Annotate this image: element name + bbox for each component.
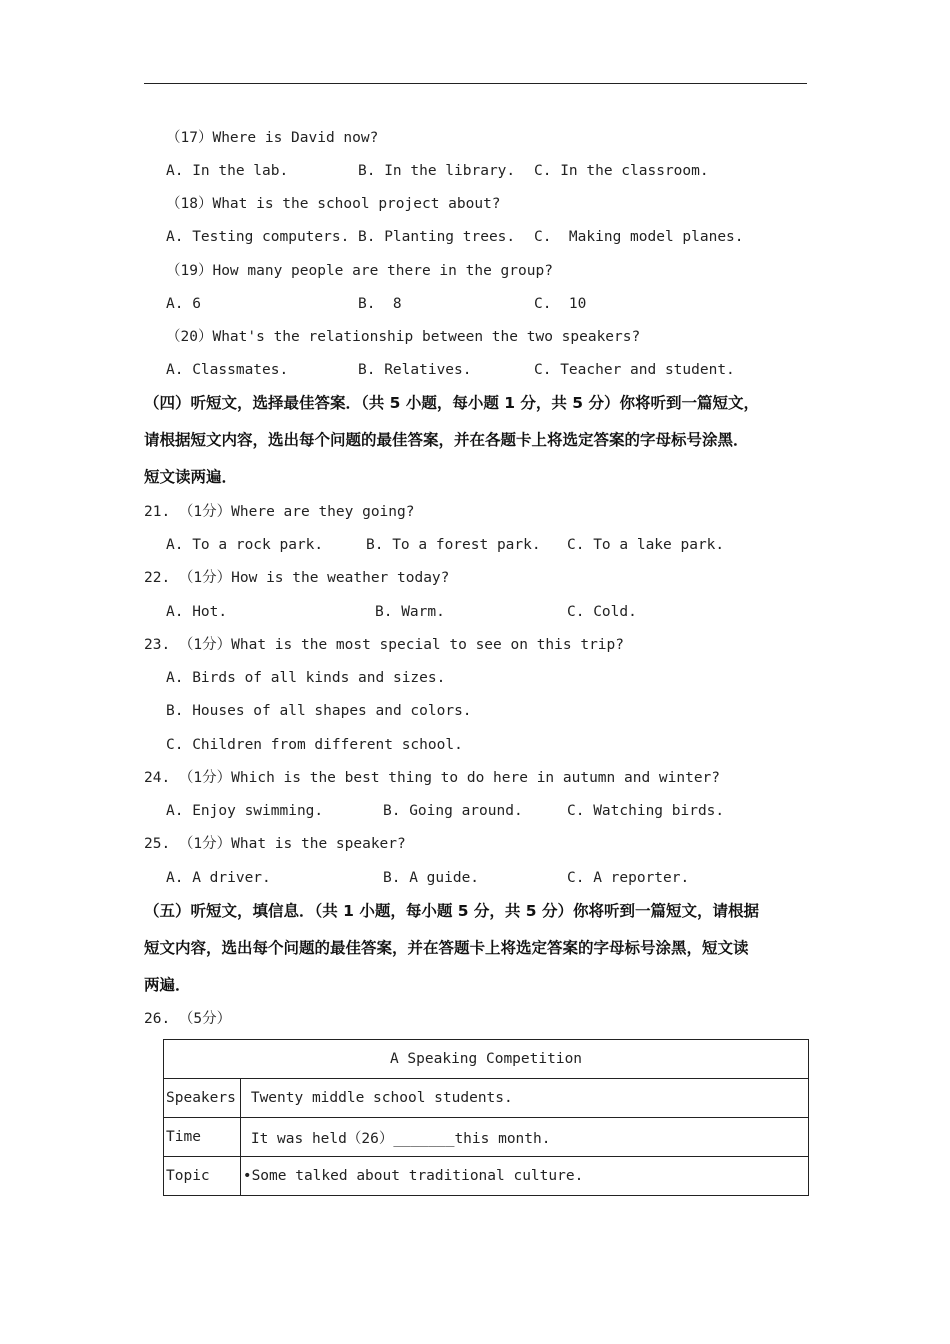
table-value-time[interactable]: It was held（26）_______this month. (240, 1118, 808, 1157)
option-21-a[interactable]: A. To a rock park. (166, 537, 324, 553)
option-21-c[interactable]: C. To a lake park. (567, 537, 725, 553)
option-24-b[interactable]: B. Going around. (383, 803, 523, 819)
section-5-instructions-line-1: （五）听短文，填信息．（共 1 小题，每小题 5 分，共 5 分）你将听到一篇短文，请根据 (144, 902, 759, 920)
option-20-b[interactable]: B. Relatives. (358, 362, 472, 378)
table-row (164, 1118, 809, 1157)
option-18-c[interactable]: C. Making model planes. (534, 229, 744, 245)
question-24: 24. （1分）Which is the best thing to do here in autumn and winter? (144, 770, 721, 786)
info-table (163, 1039, 809, 1196)
question-26: 26. （5分） (144, 1011, 232, 1027)
table-title-row (164, 1040, 809, 1079)
option-22-a[interactable]: A. Hot. (166, 604, 228, 620)
option-19-b[interactable]: B. 8 (358, 296, 402, 312)
option-24-c[interactable]: C. Watching birds. (567, 803, 725, 819)
section-4-instructions-line-1: （四）听短文，选择最佳答案．（共 5 小题，每小题 1 分，共 5 分）你将听到一篇短文， (144, 394, 759, 412)
table-row (164, 1079, 809, 1118)
table-label-time: Time (164, 1118, 241, 1157)
option-22-c[interactable]: C. Cold. (567, 604, 637, 620)
option-21-b[interactable]: B. To a forest park. (366, 537, 541, 553)
section-5-instructions-line-2: 短文内容，选出每个问题的最佳答案，并在答题卡上将选定答案的字母标号涂黑，短文读 (144, 939, 749, 957)
table-value-topic: •Some talked about traditional culture. (240, 1157, 808, 1196)
question-23: 23. （1分）What is the most special to see on this trip? (144, 637, 624, 653)
option-17-b[interactable]: B. In the library. (358, 163, 516, 179)
section-5-instructions-line-3: 两遍． (144, 976, 191, 994)
option-18-a[interactable]: A. Testing computers. (166, 229, 350, 245)
option-18-b[interactable]: B. Planting trees. (358, 229, 516, 245)
table-label-topic: Topic (164, 1157, 241, 1196)
option-17-c[interactable]: C. In the classroom. (534, 163, 709, 179)
question-20: （20）What's the relationship between the two speakers? (166, 329, 641, 345)
question-18: （18）What is the school project about? (166, 196, 501, 212)
option-19-c[interactable]: C. 10 (534, 296, 587, 312)
section-4-instructions-line-2: 请根据短文内容，选出每个问题的最佳答案，并在各题卡上将选定答案的字母标号涂黑． (144, 431, 749, 449)
option-23-b[interactable]: B. Houses of all shapes and colors. (166, 703, 472, 719)
question-21: 21. （1分）Where are they going? (144, 504, 415, 520)
option-20-a[interactable]: A. Classmates. (166, 362, 289, 378)
question-22: 22. （1分）How is the weather today? (144, 570, 450, 586)
table-value-speakers: Twenty middle school students. (240, 1079, 808, 1118)
option-23-a[interactable]: A. Birds of all kinds and sizes. (166, 670, 446, 686)
option-20-c[interactable]: C. Teacher and student. (534, 362, 735, 378)
option-24-a[interactable]: A. Enjoy swimming. (166, 803, 324, 819)
table-title: A Speaking Competition (164, 1040, 809, 1079)
option-17-a[interactable]: A. In the lab. (166, 163, 289, 179)
question-25: 25. （1分）What is the speaker? (144, 836, 406, 852)
option-25-a[interactable]: A. A driver. (166, 870, 271, 886)
section-4-instructions-line-3: 短文读两遍． (144, 468, 238, 486)
option-25-c[interactable]: C. A reporter. (567, 870, 690, 886)
option-23-c[interactable]: C. Children from different school. (166, 737, 463, 753)
option-19-a[interactable]: A. 6 (166, 296, 201, 312)
table-row (164, 1157, 809, 1196)
question-19: （19）How many people are there in the group? (166, 263, 553, 279)
option-22-b[interactable]: B. Warm. (375, 604, 445, 620)
table-label-speakers: Speakers (164, 1079, 241, 1118)
question-17: （17）Where is David now? (166, 130, 379, 146)
header-rule (144, 83, 807, 84)
option-25-b[interactable]: B. A guide. (383, 870, 480, 886)
